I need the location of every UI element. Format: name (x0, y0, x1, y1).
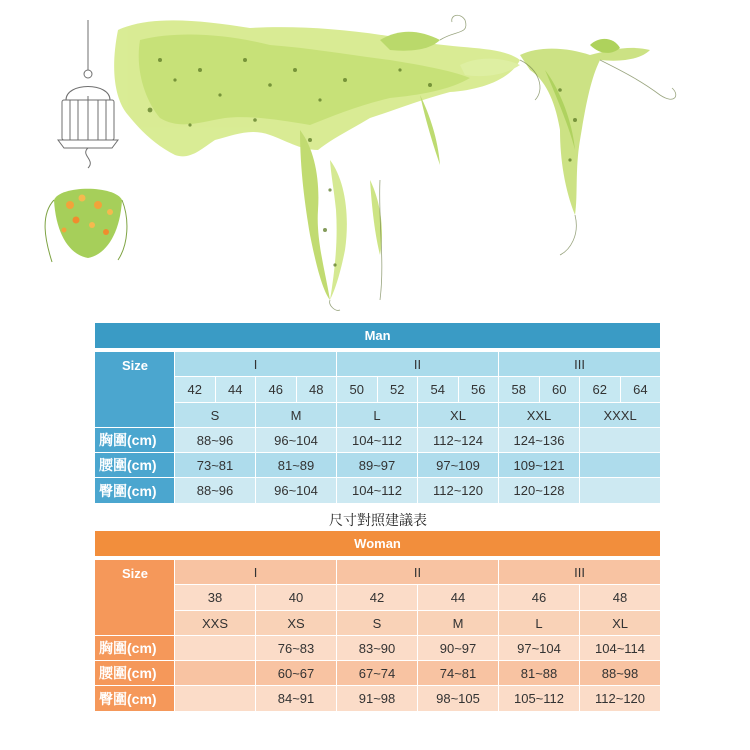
man-hip-value (580, 478, 661, 504)
woman-waist-value (175, 661, 256, 686)
man-number-size: 46 (256, 377, 297, 403)
woman-waist-value: 74~81 (418, 661, 499, 686)
man-letter-size: S (175, 403, 256, 428)
woman-waist-value: 60~67 (256, 661, 337, 686)
man-hip-value: 88~96 (175, 478, 256, 504)
woman-group-label: III (499, 560, 661, 585)
woman-letter-size: M (418, 611, 499, 636)
woman-hip-value: 84~91 (256, 686, 337, 712)
man-hip-value: 112~120 (418, 478, 499, 504)
man-chest-value: 88~96 (175, 428, 256, 453)
man-number-size: 44 (216, 377, 257, 403)
man-letter-size: XXL (499, 403, 580, 428)
man-chest-value: 104~112 (337, 428, 418, 453)
woman-size-header: Size (95, 560, 175, 636)
man-letter-size: L (337, 403, 418, 428)
man-letter-size: XL (418, 403, 499, 428)
man-group-label: III (499, 352, 661, 377)
man-group-label: II (337, 352, 499, 377)
man-number-size: 52 (378, 377, 419, 403)
woman-chest-value: 97~104 (499, 636, 580, 661)
woman-number-size: 46 (499, 585, 580, 611)
man-number-size: 58 (499, 377, 540, 403)
woman-letter-size: S (337, 611, 418, 636)
man-group-label: I (175, 352, 337, 377)
man-waist-value: 89~97 (337, 453, 418, 478)
size-chart-caption: 尺寸對照建議表 (329, 513, 427, 529)
woman-size-table (95, 531, 661, 712)
woman-letter-size: XXS (175, 611, 256, 636)
man-chest-value: 124~136 (499, 428, 580, 453)
woman-waist-value: 67~74 (337, 661, 418, 686)
man-number-size: 42 (175, 377, 216, 403)
woman-number-size: 38 (175, 585, 256, 611)
man-chest-value (580, 428, 661, 453)
woman-hip-value: 112~120 (580, 686, 661, 712)
man-number-size: 56 (459, 377, 500, 403)
woman-letter-size: L (499, 611, 580, 636)
man-letter-size: M (256, 403, 337, 428)
vine-illustration (0, 0, 750, 318)
woman-number-size: 48 (580, 585, 661, 611)
man-size-table (95, 323, 661, 504)
man-number-size: 60 (540, 377, 581, 403)
man-hip-value: 104~112 (337, 478, 418, 504)
woman-letter-size: XL (580, 611, 661, 636)
woman-hip-value: 105~112 (499, 686, 580, 712)
woman-chest-value (175, 636, 256, 661)
man-hip-value: 96~104 (256, 478, 337, 504)
woman-hip-value (175, 686, 256, 712)
man-waist-value: 81~89 (256, 453, 337, 478)
man-letter-size: XXXL (580, 403, 661, 428)
man-waist-value: 109~121 (499, 453, 580, 478)
woman-chest-value: 90~97 (418, 636, 499, 661)
woman-letter-size: XS (256, 611, 337, 636)
woman-row-label-chest: 胸圍(cm) (95, 636, 175, 661)
man-waist-value: 97~109 (418, 453, 499, 478)
woman-number-size: 44 (418, 585, 499, 611)
man-number-size: 64 (621, 377, 662, 403)
man-row-label-hip: 臀圍(cm) (95, 478, 175, 504)
woman-number-size: 42 (337, 585, 418, 611)
woman-chest-value: 104~114 (580, 636, 661, 661)
woman-chest-value: 76~83 (256, 636, 337, 661)
man-chest-value: 96~104 (256, 428, 337, 453)
woman-waist-value: 88~98 (580, 661, 661, 686)
man-chest-value: 112~124 (418, 428, 499, 453)
woman-group-label: I (175, 560, 337, 585)
man-hip-value: 120~128 (499, 478, 580, 504)
man-waist-value: 73~81 (175, 453, 256, 478)
man-number-size: 62 (580, 377, 621, 403)
man-number-size: 54 (418, 377, 459, 403)
man-size-header: Size (95, 352, 175, 428)
woman-waist-value: 81~88 (499, 661, 580, 686)
woman-chest-value: 83~90 (337, 636, 418, 661)
woman-hip-value: 91~98 (337, 686, 418, 712)
woman-number-size: 40 (256, 585, 337, 611)
birdcage-icon (58, 20, 118, 168)
flower-basket-icon (45, 189, 127, 262)
man-waist-value (580, 453, 661, 478)
woman-row-label-hip: 臀圍(cm) (95, 686, 175, 712)
man-number-size: 50 (337, 377, 378, 403)
woman-row-label-waist: 腰圍(cm) (95, 661, 175, 686)
woman-table-title: Woman (95, 531, 661, 557)
man-number-size: 48 (297, 377, 338, 403)
woman-hip-value: 98~105 (418, 686, 499, 712)
man-row-label-waist: 腰圍(cm) (95, 453, 175, 478)
man-table-title: Man (95, 323, 661, 349)
man-row-label-chest: 胸圍(cm) (95, 428, 175, 453)
woman-group-label: II (337, 560, 499, 585)
